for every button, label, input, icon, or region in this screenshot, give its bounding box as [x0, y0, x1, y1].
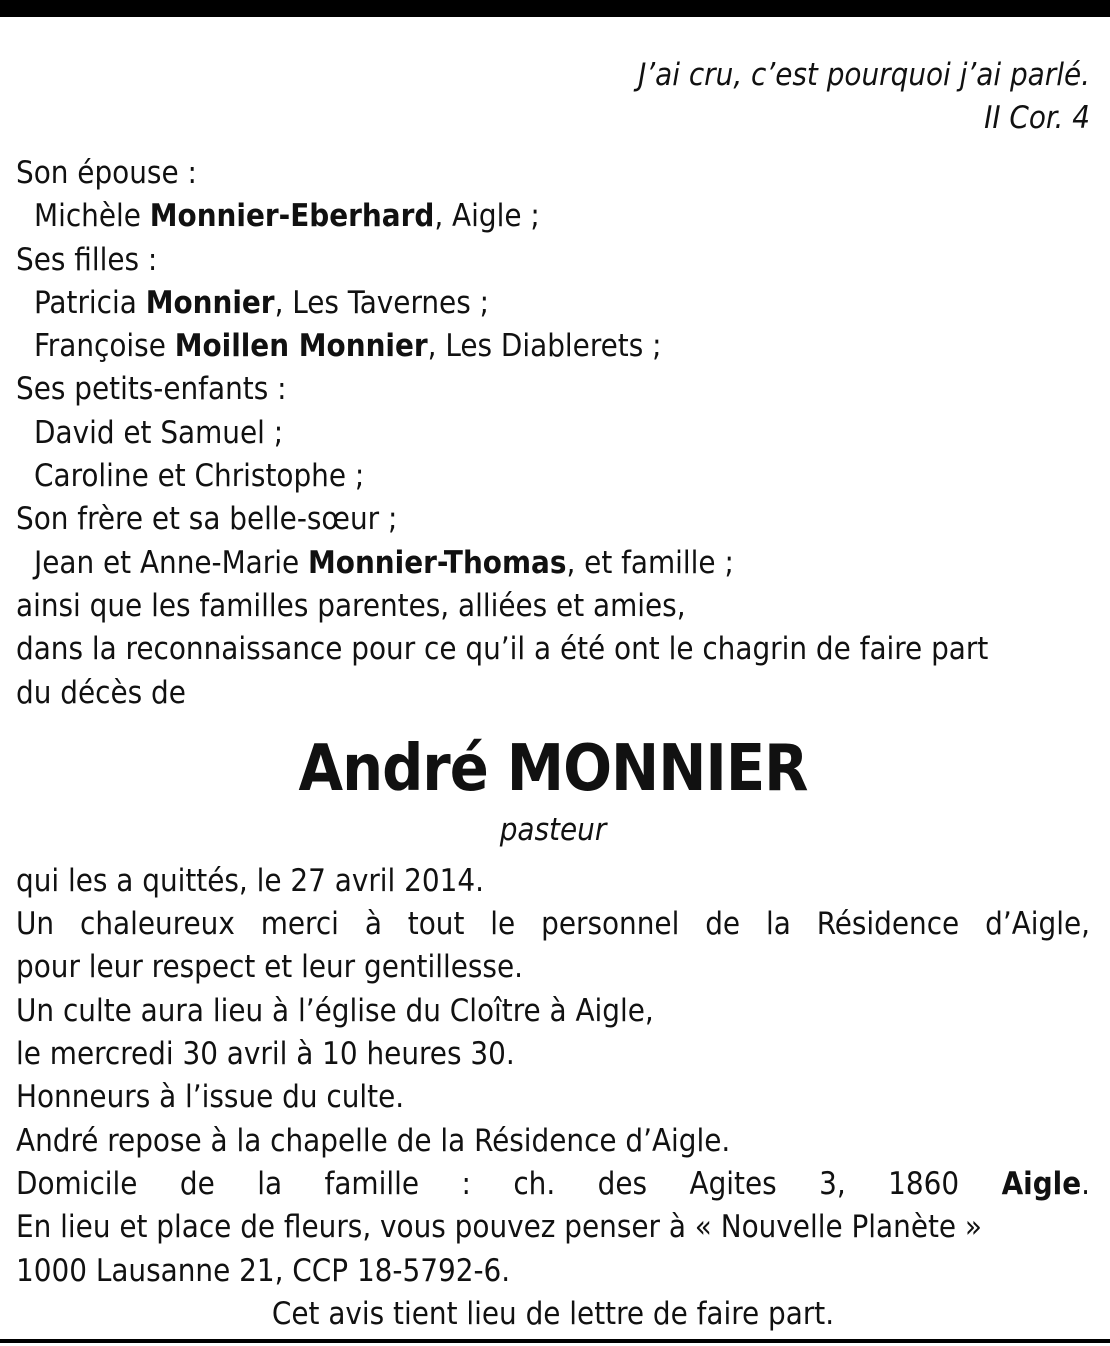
epigraph-reference: II Cor. 4 [984, 100, 1090, 136]
grandchildren-heading: Ses petits-enfants : [16, 371, 287, 408]
family-list [16, 152, 1090, 715]
service-line: le mercredi 30 avril à 10 heures 30. [16, 1036, 515, 1073]
spouse-heading: Son épouse : [16, 155, 197, 191]
spouse-location: , Aigle ; [434, 198, 540, 235]
bottom-border-rule [0, 1339, 1110, 1343]
daughter-first-name: Françoise [34, 328, 175, 365]
details-block [16, 860, 1090, 1336]
daughter-line [16, 325, 1090, 368]
epigraph [16, 54, 1090, 140]
spouse-last-name: Monnier-Eberhard [149, 198, 435, 235]
daughter-location: , Les Diablerets ; [427, 328, 662, 365]
daughters-heading: Ses filles : [16, 241, 158, 278]
brother-line [16, 542, 1090, 585]
daughter-line [16, 282, 1090, 325]
announcement-line: du décès de [16, 674, 186, 711]
brother-suffix: , et famille ; [566, 544, 734, 581]
domicile-end: . [1081, 1165, 1090, 1202]
spouse-first-name: Michèle [34, 198, 150, 235]
epigraph-quote: J’ai cru, c’est pourquoi j’ai parlé. [638, 57, 1090, 93]
honours-line: Honneurs à l’issue du culte. [16, 1079, 405, 1116]
date-line: qui les a quittés, le 27 avril 2014. [16, 862, 484, 899]
deceased-title: pasteur [499, 811, 607, 848]
daughter-last-name: Monnier [145, 284, 275, 321]
domicile-address: Domicile de la famille : ch. des Agites 3, 1860 [16, 1165, 1002, 1202]
daughter-first-name: Patricia [34, 284, 146, 321]
rest-line: André repose à la chapelle de la Résidence d’Aigle. [16, 1122, 731, 1159]
brother-last-name: Monnier-Thomas [308, 544, 567, 581]
others-line: ainsi que les familles parentes, alliées et amies, [16, 587, 686, 624]
service-line: Un culte aura lieu à l’église du Cloître à Aigle, [16, 992, 654, 1029]
domicile-town: Aigle [1001, 1165, 1082, 1202]
flowers-line: En lieu et place de fleurs, vous pouvez penser à « Nouvelle Planète » [16, 1209, 982, 1246]
grandchildren-line: David et Samuel ; [34, 414, 284, 451]
daughter-location: , Les Tavernes ; [274, 284, 490, 321]
daughter-last-name: Moillen Monnier [174, 328, 428, 365]
spouse-line [16, 195, 1090, 238]
grandchildren-line: Caroline et Christophe ; [34, 458, 365, 495]
thanks-line: Un chaleureux merci à tout le personnel de la Résidence d’Aigle, [16, 906, 1090, 943]
flowers-line: 1000 Lausanne 21, CCP 18-5792-6. [16, 1252, 511, 1289]
thanks-line: pour leur respect et leur gentillesse. [16, 949, 523, 986]
closing-line: Cet avis tient lieu de lettre de faire part. [271, 1295, 835, 1332]
deceased-block [16, 729, 1090, 850]
death-notice [16, 54, 1090, 1336]
brother-heading: Son frère et sa belle-sœur ; [16, 501, 398, 538]
domicile-line [16, 1163, 1090, 1206]
announcement-line: dans la reconnaissance pour ce qu’il a été ont le chagrin de faire part [16, 631, 989, 668]
deceased-name: André MONNIER [298, 731, 808, 806]
top-border-rule [0, 0, 1110, 17]
brother-first-names: Jean et Anne-Marie [34, 544, 309, 581]
